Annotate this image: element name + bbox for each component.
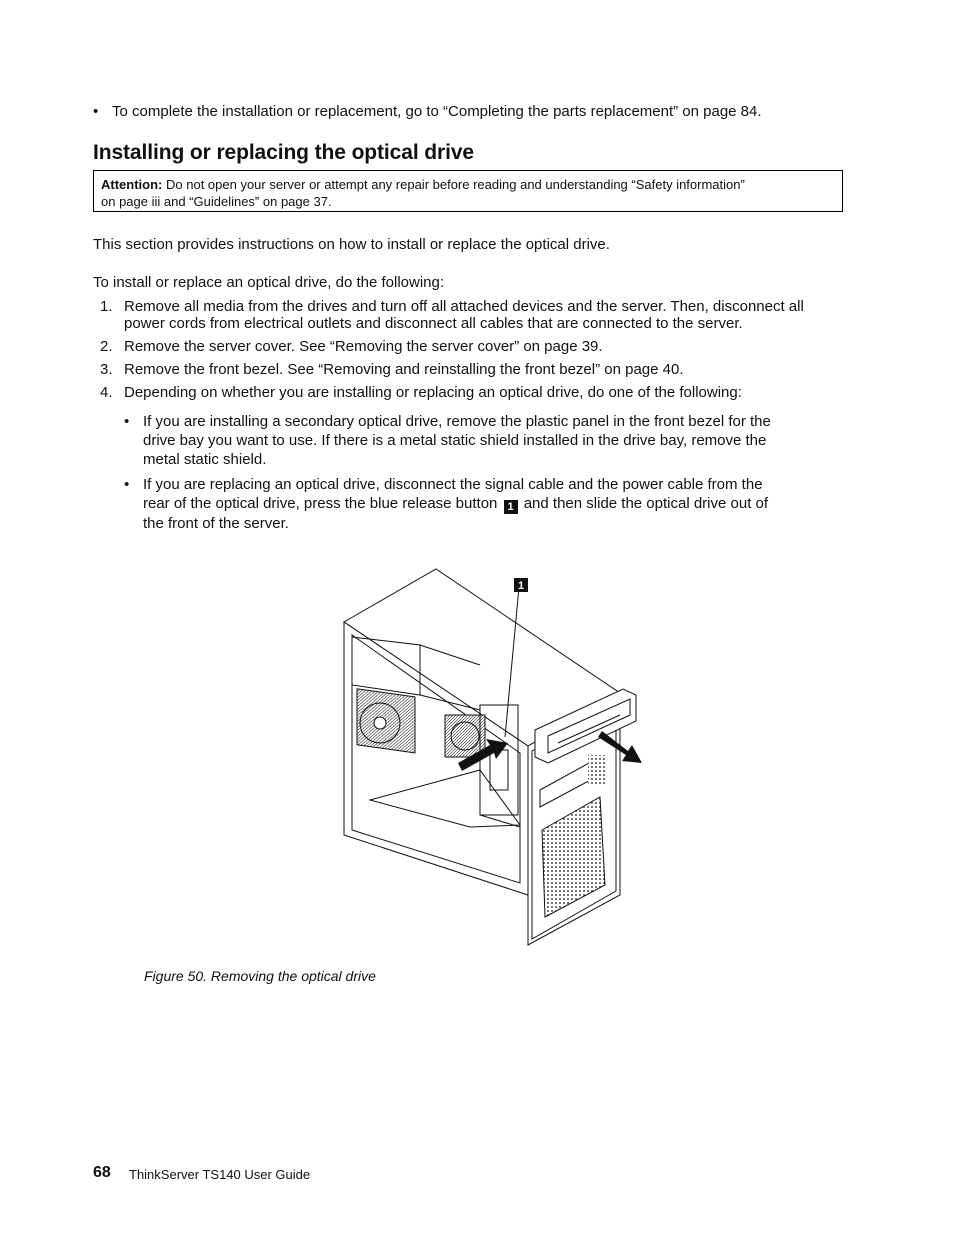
bullet-marker: • <box>93 103 99 120</box>
rear-fan <box>357 689 415 753</box>
page-number: 68 <box>93 1164 111 1181</box>
bullet-marker: • <box>124 413 130 430</box>
figure-callout-label: 1 <box>517 580 525 592</box>
sub-bullet-text: and then slide the optical drive out of <box>523 495 769 512</box>
step-number: 2. <box>100 338 113 355</box>
step-number: 4. <box>100 384 113 401</box>
step-text-line: Remove the server cover. See “Removing the server cover” on page 39. <box>124 338 603 355</box>
optical-drive-figure <box>330 565 650 950</box>
step-text-line: Depending on whether you are installing or replacing an optical drive, do one of the following: <box>124 384 742 401</box>
sub-bullet-line: If you are installing a secondary optical drive, remove the plastic panel in the front bezel for the <box>143 413 771 430</box>
steps-list <box>93 297 853 402</box>
intro-paragraph: This section provides instructions on how to install or replace the optical drive. <box>93 236 610 253</box>
completion-bullet-text: To complete the installation or replacement, go to “Completing the parts replacement” on page 84. <box>112 103 762 120</box>
step-text-line: Remove the front bezel. See “Removing and reinstalling the front bezel” on page 40. <box>124 361 684 378</box>
step-item <box>93 360 853 379</box>
attention-label: Attention: <box>101 177 163 192</box>
step-item <box>93 383 853 402</box>
bullet-marker: • <box>124 476 130 493</box>
step-number: 1. <box>100 298 113 315</box>
step-number: 3. <box>100 361 113 378</box>
section-title: Installing or replacing the optical drive <box>93 141 474 164</box>
step-item <box>93 297 853 332</box>
step-text-line: power cords from electrical outlets and disconnect all cables that are connected to the server. <box>124 315 743 332</box>
attention-text-line2: on page iii and “Guidelines” on page 37. <box>101 194 332 209</box>
step-text-line: Remove all media from the drives and turn off all attached devices and the server. Then, disconnect all <box>124 298 804 315</box>
sub-bullet-text: rear of the optical drive, press the blue release button <box>143 495 498 512</box>
sub-bullet-line: metal static shield. <box>143 451 267 468</box>
lead-paragraph: To install or replace an optical drive, do the following: <box>93 274 445 291</box>
figure-caption: Figure 50. Removing the optical drive <box>144 968 376 984</box>
step-item <box>93 337 853 356</box>
attention-text-line1: Do not open your server or attempt any repair before reading and understanding “Safety information” <box>166 177 745 192</box>
callout-badge: 1 <box>504 500 518 514</box>
sub-bullet-line <box>143 494 813 514</box>
sub-bullet-line: If you are replacing an optical drive, disconnect the signal cable and the power cable from the <box>143 476 763 493</box>
document-title: ThinkServer TS140 User Guide <box>129 1167 311 1182</box>
server-illustration <box>330 565 650 950</box>
sub-bullet-line: the front of the server. <box>143 515 289 532</box>
sub-bullet-line: drive bay you want to use. If there is a metal static shield installed in the drive bay, remove the <box>143 432 767 449</box>
attention-box <box>93 170 843 212</box>
cpu-fan <box>445 715 485 757</box>
